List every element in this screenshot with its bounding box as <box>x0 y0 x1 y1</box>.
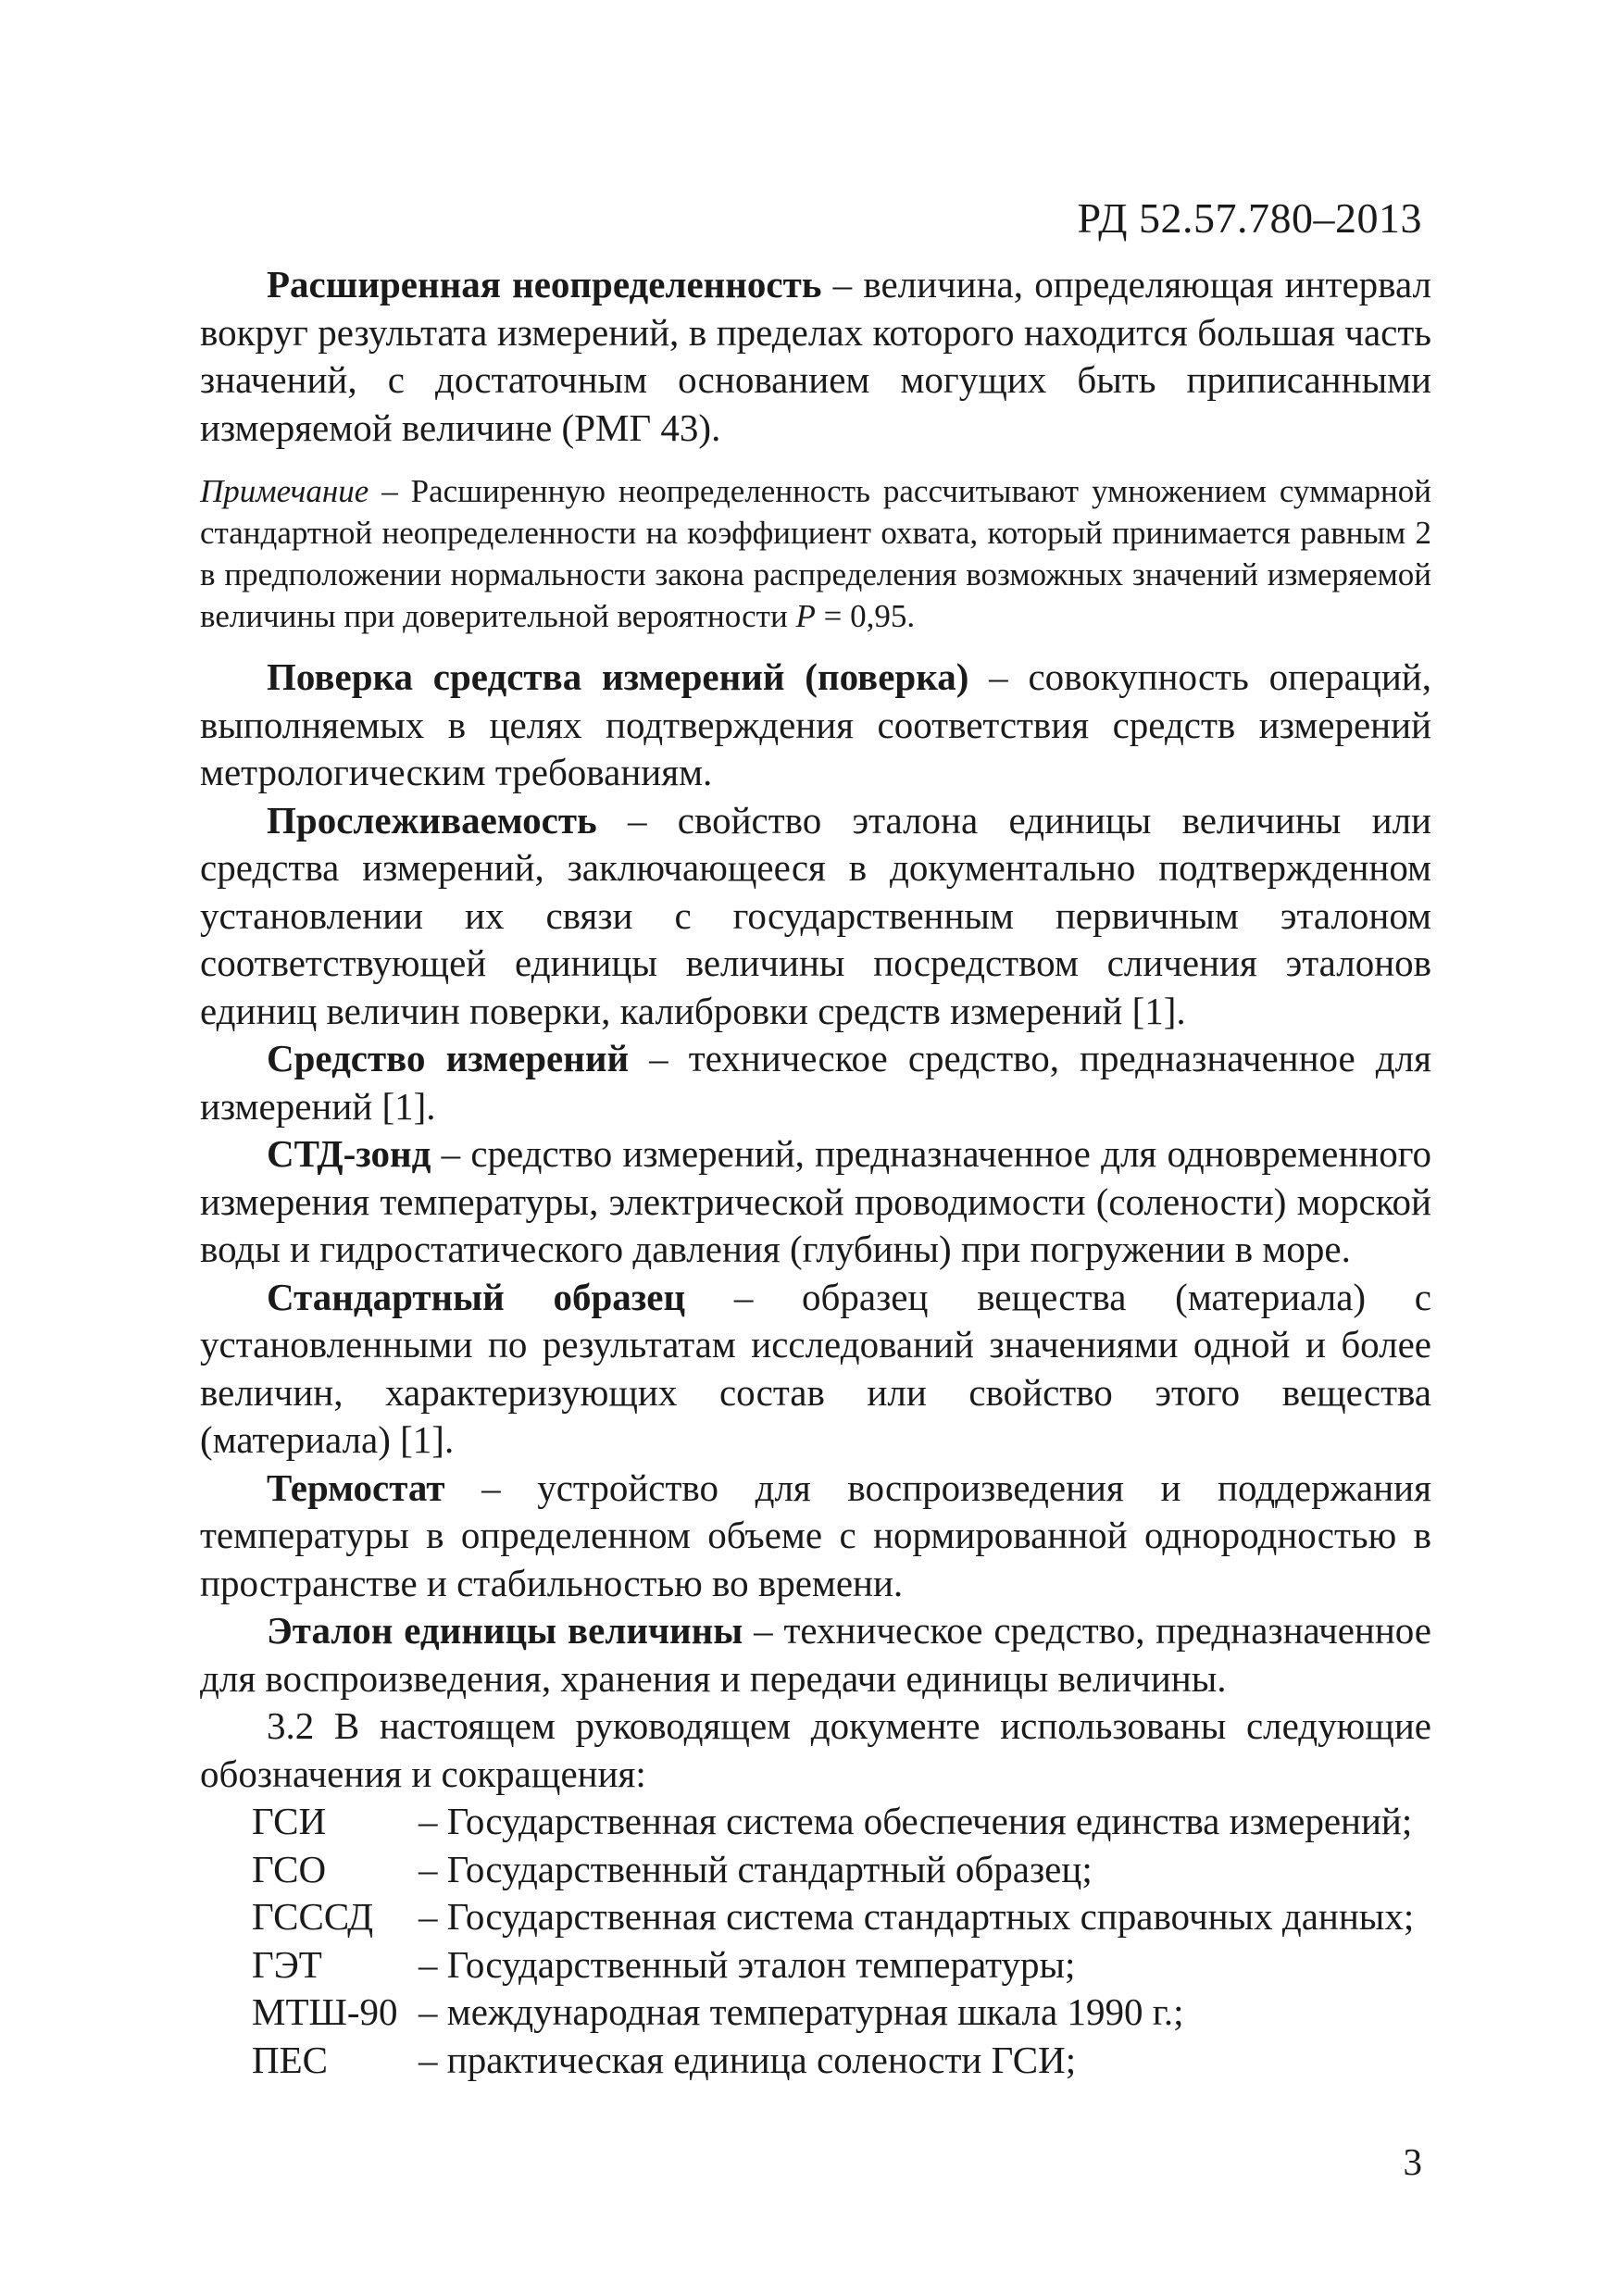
definition-expanded-uncertainty <box>200 261 1431 452</box>
document-code: РД 52.57.780–2013 <box>1077 194 1422 242</box>
definition-unit-standard <box>200 1607 1431 1703</box>
abbreviation-row <box>200 1941 1431 1989</box>
definition-measuring-instrument <box>200 1035 1431 1130</box>
note-label: Примечание <box>200 473 369 509</box>
abbreviation-definition: – Государственная система обеспечения единства измерений; <box>418 1800 1413 1842</box>
abbreviation-row <box>200 1846 1431 1894</box>
note-text-end: = 0,95. <box>815 598 916 634</box>
abbreviation-definition: – Государственный эталон температуры; <box>418 1942 1076 1986</box>
abbreviation-key: ПЕС <box>252 2038 328 2081</box>
definition-text: – совокупность операций, выполняемых в целях подтверждения соответствия средств измерений метрологическим требованиям. <box>200 655 1431 793</box>
definition-text: – средство измерений, предназначенное для одновременного измерения температуры, электрической проводимости (солености) морской воды и гидростатического давления (глубины) при погружении в море. <box>200 1132 1431 1270</box>
definition-text: – техническое средство, предназначенное для воспроизведения, хранения и передачи единицы величины. <box>200 1609 1431 1700</box>
abbreviation-key: ГСИ <box>252 1800 327 1842</box>
term: Средство измерений <box>267 1037 630 1079</box>
abbreviation-row <box>200 1893 1431 1941</box>
abbreviation-row <box>200 1798 1431 1846</box>
page-number: 3 <box>1403 2140 1422 2183</box>
term: СТД-зонд <box>267 1132 431 1175</box>
definition-text: – величина, определяющая интервал вокруг результата измерений, в пределах которого находится большая часть значений, с достаточным основанием могущих быть приписанными измеряемой величине (РМГ 43). <box>200 263 1431 449</box>
abbreviation-key: ГСССД <box>252 1895 374 1938</box>
abbreviation-definition: – практическая единица солености ГСИ; <box>418 2038 1077 2081</box>
term: Эталон единицы величины <box>267 1609 743 1652</box>
page-content <box>200 261 1431 2084</box>
abbreviation-row <box>200 2037 1431 2085</box>
abbreviation-key: МТШ-90 <box>252 1990 398 2033</box>
abbreviation-list <box>200 1798 1431 2084</box>
abbreviation-row <box>200 1989 1431 2037</box>
section-3-2-intro: 3.2 В настоящем руководящем документе использованы следующие обозначения и сокращения: <box>200 1704 1431 1795</box>
term: Стандартный образец <box>267 1275 686 1318</box>
term: Термостат <box>267 1466 445 1509</box>
definition-text: – образец вещества (материала) с установленными по результатам исследований значениями одной и более величин, характеризующих состав или свойство этого вещества (материала) [1]. <box>200 1275 1431 1461</box>
definition-verification <box>200 654 1431 797</box>
definition-ctd-probe <box>200 1130 1431 1274</box>
abbreviation-definition: – Государственная система стандартных справочных данных; <box>418 1895 1415 1938</box>
abbreviation-key: ГЭТ <box>252 1942 322 1986</box>
note <box>200 470 1431 637</box>
term: Поверка средства измерений (поверка) <box>267 655 969 698</box>
definition-text: – техническое средство, предназначенное для измерений [1]. <box>200 1037 1431 1128</box>
definition-text: – свойство эталона единицы величины или средства измерений, заключающееся в документально подтвержденном установлении их связи с государственным первичным эталоном соответствующей единицы величины посредством сличения эталонов единиц величин поверки, калибровки средств измерений [1]. <box>200 798 1431 1032</box>
abbreviation-key: ГСО <box>252 1847 327 1890</box>
term: Расширенная неопределенность <box>267 263 822 306</box>
definition-text: – устройство для воспроизведения и поддержания температуры в определенном объеме с нормированной однородностью в пространстве и стабильностью во времени. <box>200 1466 1431 1604</box>
definition-reference-material <box>200 1274 1431 1465</box>
note-variable: P <box>795 598 816 634</box>
definition-traceability <box>200 797 1431 1036</box>
definition-thermostat <box>200 1465 1431 1608</box>
term: Прослеживаемость <box>267 798 597 842</box>
note-text: – Расширенную неопределенность рассчитывают умножением суммарной стандартной неопределенности на коэффициент охвата, который принимается равным 2 в предположении нормальности закона распределения возможных значений измеряемой величины при доверительной вероятности <box>200 473 1431 634</box>
abbreviation-definition: – международная температурная шкала 1990 г.; <box>418 1990 1184 2033</box>
abbreviation-definition: – Государственный стандартный образец; <box>418 1847 1093 1890</box>
